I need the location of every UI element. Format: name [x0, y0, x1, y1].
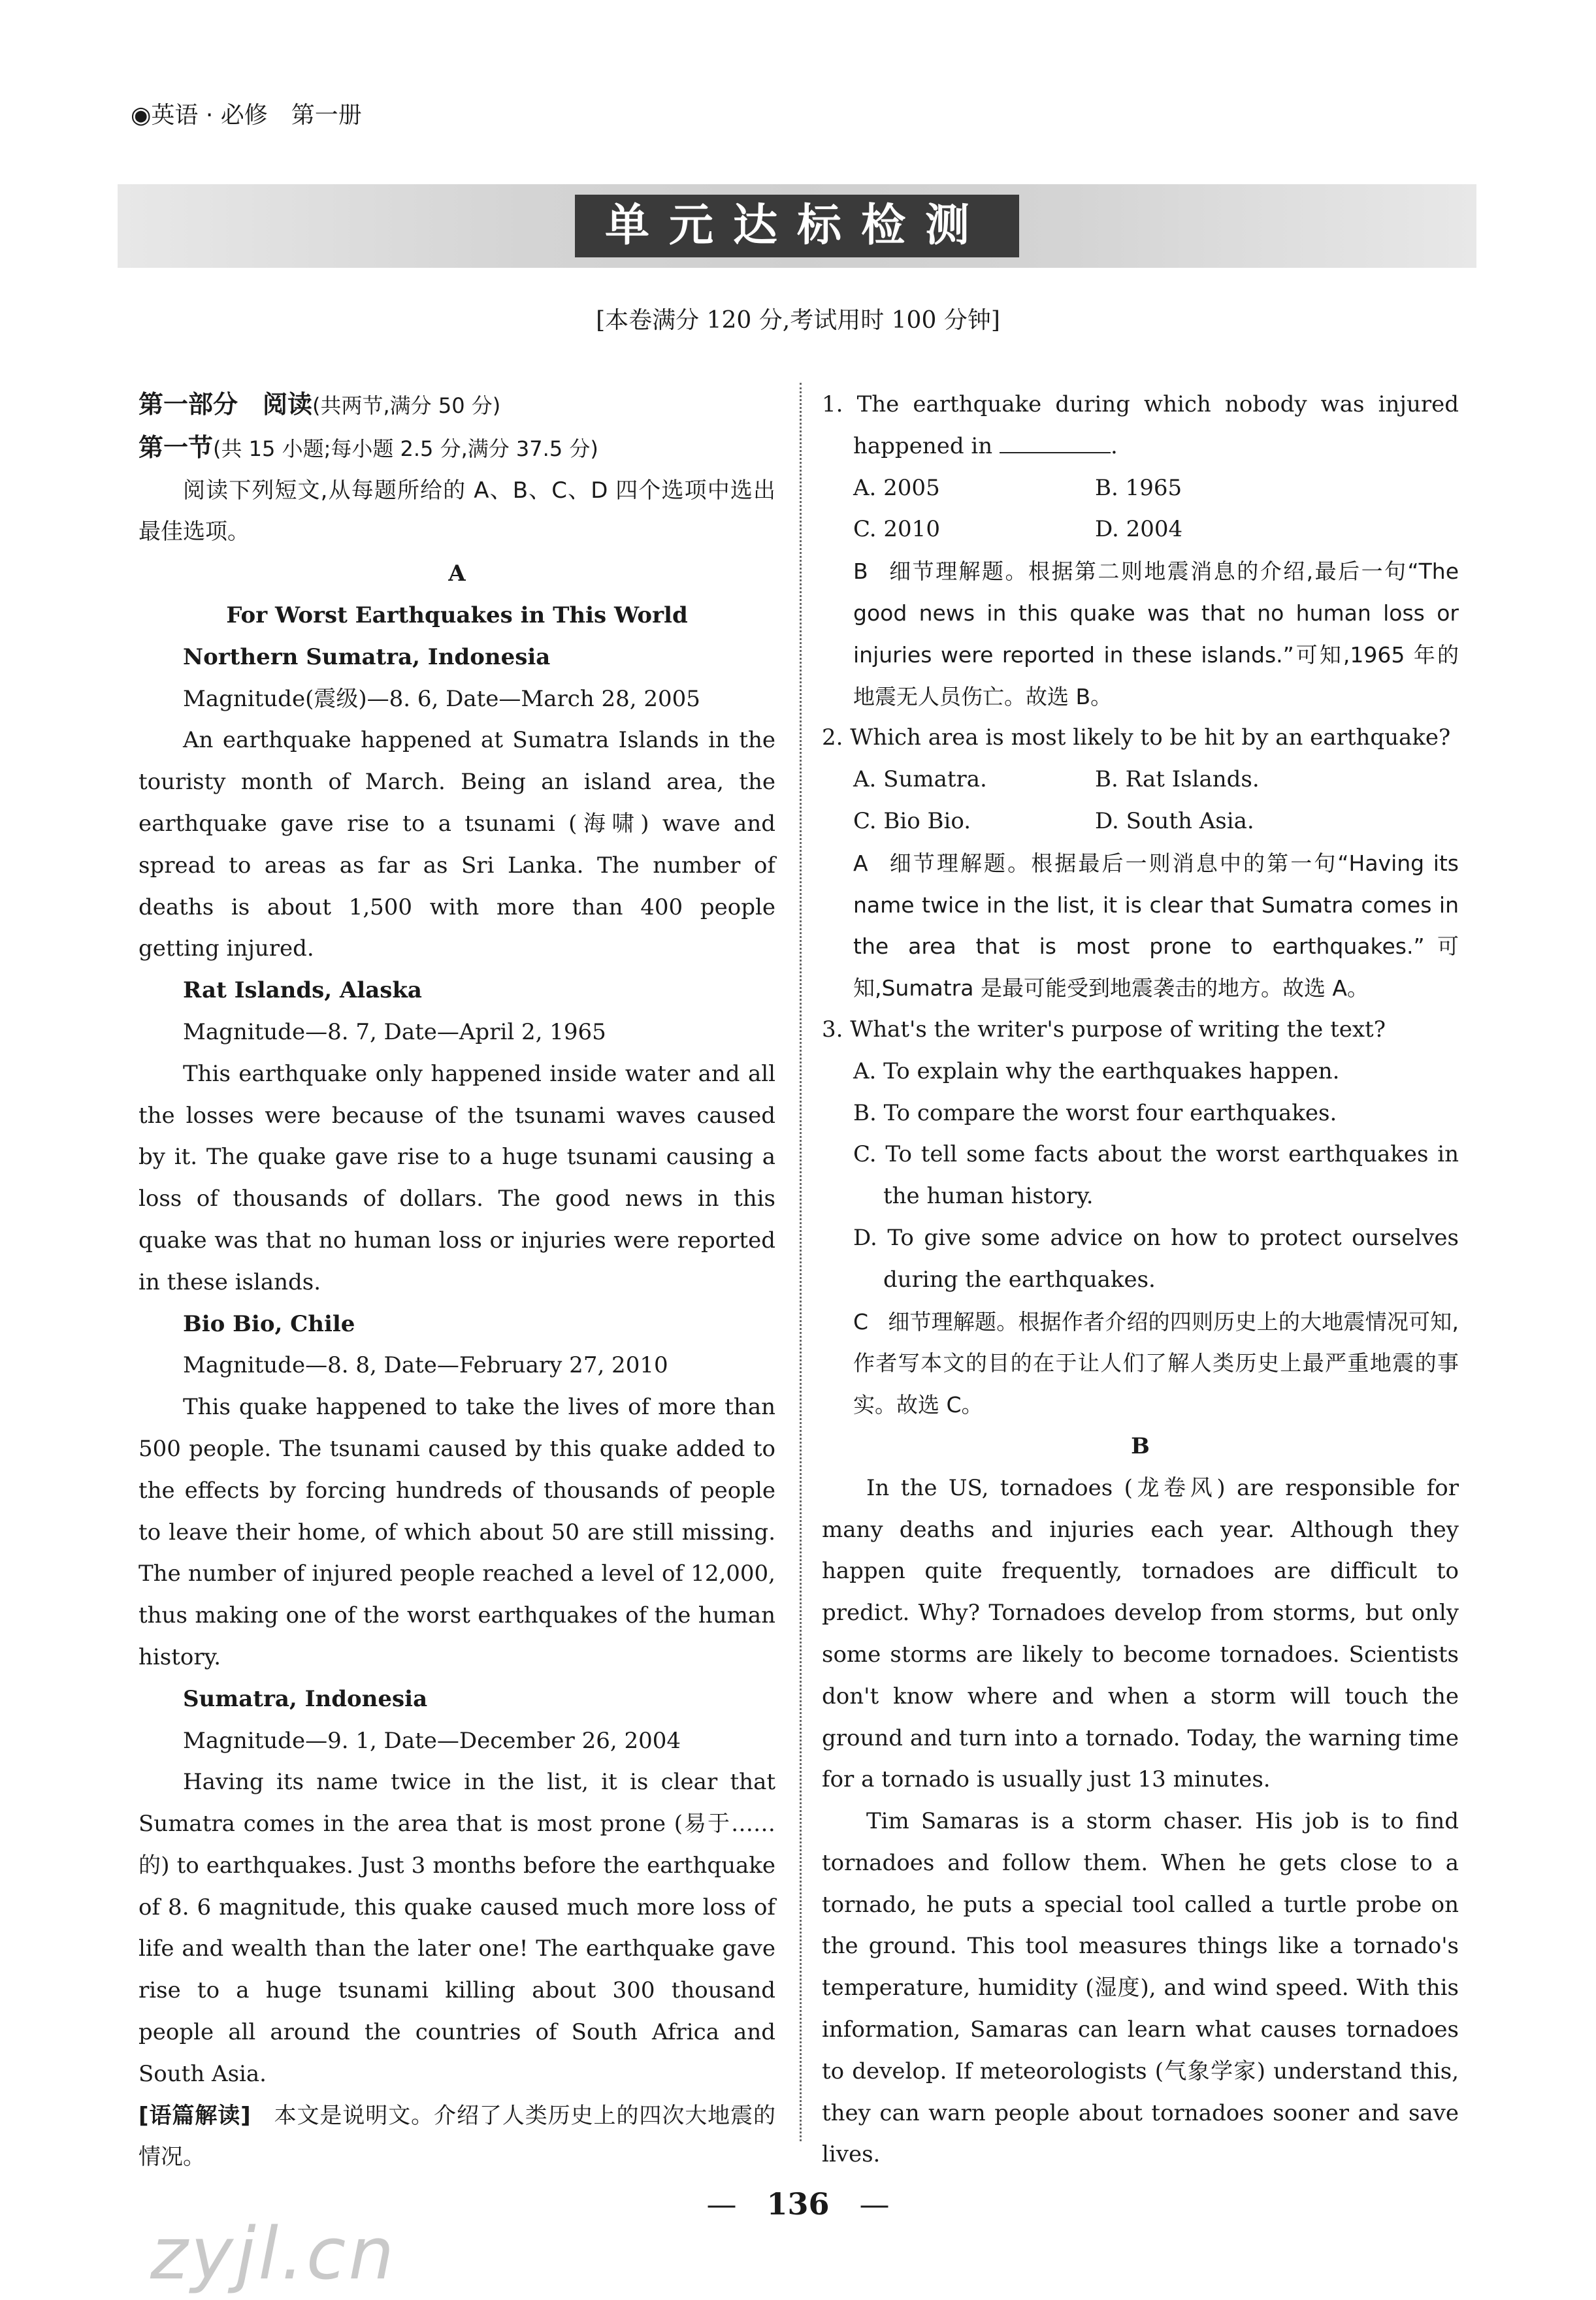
answer-explanation: C 细节理解题。根据作者介绍的四则历史上的大地震情况可知,作者写本文的目的在于让人们了解人类历史上最严重地震的事实。故选 C。	[853, 1308, 1459, 1418]
passage-label-a: A	[448, 560, 466, 587]
quake-meta: Magnitude—8. 7, Date—April 2, 1965	[183, 1018, 606, 1045]
passage-title: For Worst Earthquakes in This World	[226, 602, 688, 628]
score-note: [本卷满分 120 分,考试用时 100 分钟]	[596, 307, 1000, 334]
instruction: 阅读下列短文,从每题所给的 A、B、C、D 四个选项中选出最佳选项。	[138, 477, 775, 545]
page-number: — 136 —	[706, 2186, 890, 2222]
quake-meta: Magnitude—8. 8, Date—February 27, 2010	[183, 1352, 668, 1379]
quake-body: Having its name twice in the list, it is clear that Sumatra comes in the area that is most prone (易于……的) to earthquakes. Just 3 months before the earthquake of 8. 6 magnitude, this quake caused much more loss of life and wealth than the later one! The earthquake gave rise to a huge tsunami killing about 300 thousand people all around the countries of South Africa and South Asia.	[138, 1769, 775, 2087]
watermark: zyjl.cn	[150, 2212, 397, 2295]
part-heading: 第一部分 阅读(共两节,满分 50 分)	[138, 390, 501, 419]
passage-b-paragraph: In the US, tornadoes (龙卷风) are responsible for many deaths and injuries each year. Although they happen quite frequently, tornadoes are difficult to predict. Why? Tornadoes develop from storms, but only some storms are likely to become tornadoes. Scientists don't know where and when a storm will touch the ground and turn into a tornado. Today, the warning time for a tornado is usually just 13 minutes.	[822, 1474, 1459, 1793]
option: D. To give some advice on how to protect ourselves during the earthquakes.	[853, 1224, 1459, 1293]
section-heading: 第一节(共 15 小题;每小题 2.5 分,满分 37.5 分)	[138, 432, 598, 462]
answer-explanation: A 细节理解题。根据最后一则消息中的第一句“Having its name twice in the list, it is clear that Sumatra comes in the area that is most prone to earthquakes.”可知,Sumatra 是最可能受到地震袭击的地方。故选 A。	[853, 850, 1459, 1001]
option: B. To compare the worst four earthquakes.	[853, 1099, 1337, 1126]
quake-location: Northern Sumatra, Indonesia	[183, 643, 551, 670]
quake-meta: Magnitude—9. 1, Date—December 26, 2004	[183, 1727, 681, 1754]
options-row: A. 2005 B. 1965	[853, 474, 1182, 501]
quake-location: Bio Bio, Chile	[183, 1310, 355, 1337]
left-column	[138, 384, 775, 2179]
quake-body: This earthquake only happened inside water and all the losses were because of the tsunami waves caused by it. The quake gave rise to a huge tsunami causing a loss of thousands of dollars. The good news in this quake was that no human loss or injuries were reported in these islands.	[138, 1060, 775, 1295]
quake-meta: Magnitude(震级)—8. 6, Date—March 28, 2005	[183, 685, 700, 712]
options-row: A. Sumatra. B. Rat Islands.	[853, 766, 1260, 793]
column-divider	[800, 383, 802, 2141]
passage-label-b: B	[1131, 1433, 1150, 1459]
question-3: 3. What's the writer's purpose of writing the text?	[822, 1016, 1386, 1043]
book-title: ◉英语 · 必修 第一册	[131, 102, 362, 129]
quake-body: An earthquake happened at Sumatra Islands in the touristy month of March. Being an island area, the earthquake gave rise to a tsunami (海啸) wave and spread to areas as far as Sri Lanka. The number of deaths is about 1,500 with more than 400 people getting injured.	[138, 727, 775, 962]
options-row: C. 2010 D. 2004	[853, 516, 1183, 543]
quake-location: Rat Islands, Alaska	[183, 977, 422, 1004]
option: C. To tell some facts about the worst earthquakes in the human history.	[853, 1141, 1459, 1210]
unit-test-title: 单元达标检测	[575, 195, 1019, 257]
options-row: C. Bio Bio. D. South Asia.	[853, 807, 1254, 834]
right-column	[822, 384, 1459, 2176]
passage-b-paragraph: Tim Samaras is a storm chaser. His job is to find tornadoes and follow them. When he gets close to a tornado, he puts a special tool called a turtle probe on the ground. This tool measures things like a tornado's temperature, humidity (湿度), and wind speed. With this information, Samaras can learn what causes tornadoes to develop. If meteorologists (气象学家) understand this, they can warn people about tornadoes sooner and save lives.	[822, 1808, 1459, 2168]
quake-body: This quake happened to take the lives of more than 500 people. The tsunami caused by this quake added to the effects by forcing hundreds of thousands of people to leave their home, of which about 50 are still missing. The number of injured people reached a level of 12,000, thus making one of the worst earthquakes of the human history.	[138, 1394, 775, 1670]
answer-blank	[1000, 452, 1111, 453]
question-2: 2. Which area is most likely to be hit by an earthquake?	[822, 724, 1451, 751]
passage-note: [语篇解读] 本文是说明文。介绍了人类历史上的四次大地震的情况。	[138, 2102, 776, 2171]
question-1: 1. The earthquake during which nobody was injured happened in .	[822, 391, 1459, 459]
answer-explanation: B 细节理解题。根据第二则地震消息的介绍,最后一句“The good news in this quake was that no human loss or injuries were reported in these islands.”可知,1965 年的地震无人员伤亡。故选 B。	[853, 559, 1459, 709]
option: A. To explain why the earthquakes happen.	[853, 1058, 1340, 1084]
quake-location: Sumatra, Indonesia	[183, 1685, 428, 1712]
